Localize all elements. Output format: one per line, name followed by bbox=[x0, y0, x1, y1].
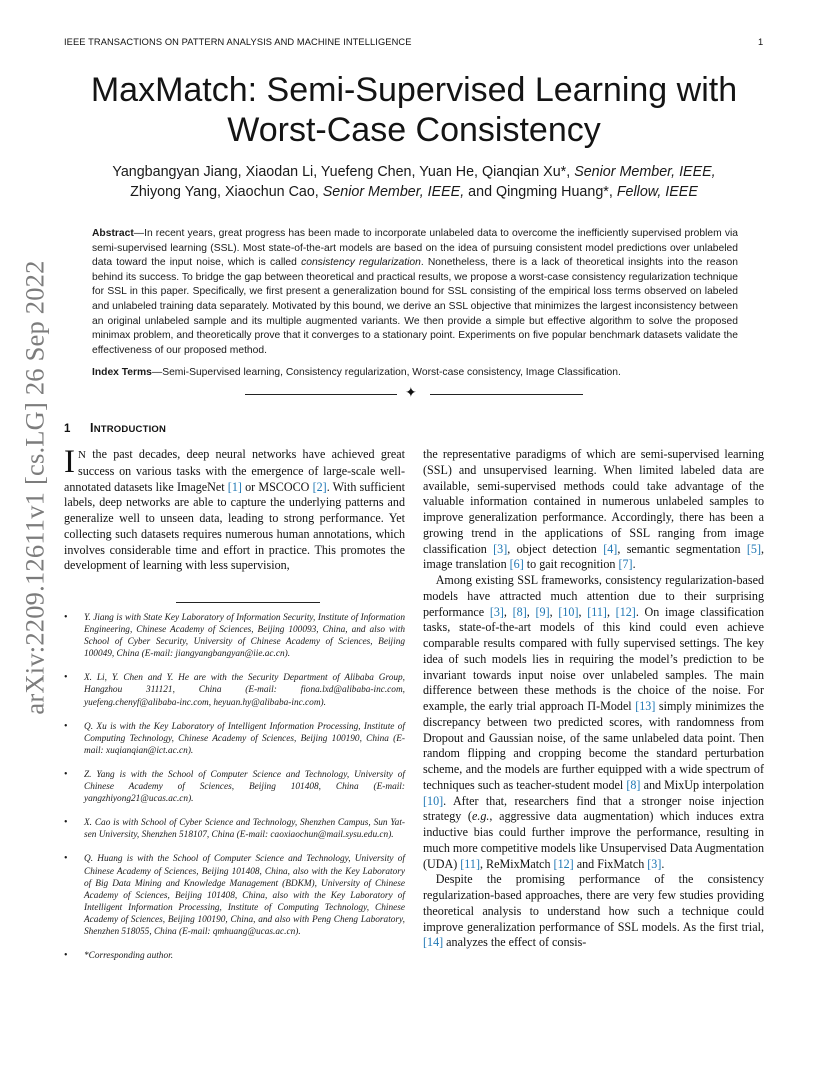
citation-link[interactable]: [9] bbox=[535, 604, 550, 619]
author-names-1: Yangbangyan Jiang, Xiaodan Li, Yuefeng Chen, Yuan He, Qianqian Xu*, bbox=[112, 164, 575, 180]
section-number: 1 bbox=[64, 423, 71, 435]
citation-link[interactable]: [7] bbox=[618, 557, 633, 572]
bullet-icon: • bbox=[64, 612, 68, 623]
body-text: . With sufficient labels, deep networks are able to capture the underlying patterns and generalize well to unseen data, leading to strong performance. Yet collecting such datasets requires numerous human annotations, which involves considerable time and effort in practice. This promotes the development of learning with less supervision, bbox=[64, 479, 405, 573]
footnote-item bbox=[64, 817, 405, 841]
body-text: . bbox=[661, 856, 665, 871]
bullet-icon: • bbox=[64, 768, 68, 780]
citation-link[interactable]: [12] bbox=[553, 856, 574, 871]
footnote-text: Z. Yang is with the School of Computer Science and Technology, University of Chinese Academy of Sciences, Beijing 101408, China (E-mail: yangzhiyong21@ucas.ac.cn). bbox=[84, 769, 405, 805]
footnote-rule bbox=[176, 602, 320, 603]
citation-link[interactable]: [10] bbox=[423, 793, 444, 808]
right-paragraph-1 bbox=[423, 447, 764, 573]
index-terms-label: Index Terms bbox=[92, 367, 152, 378]
footnote-text: *Corresponding author. bbox=[84, 951, 174, 962]
footnote-text: Y. Jiang is with State Key Laboratory of Information Security, Institute of Information Engineering, Chinese Academy of Sciences, Beijing 100093, China, and also with School of Cyber Security, University of Chinese Academy of Sciences, Beijing 100049, China (E-mail: jiangyangbangyan@iie.ac.cn). bbox=[84, 613, 405, 660]
body-text: , image translation bbox=[423, 541, 765, 572]
citation-link[interactable]: [4] bbox=[603, 541, 618, 556]
body-text: analyzes the effect of consis- bbox=[443, 935, 587, 950]
lead-letter: N bbox=[78, 449, 86, 461]
citation-link[interactable]: [8] bbox=[626, 777, 641, 792]
body-text: and FixMatch bbox=[573, 856, 648, 871]
body-text: , semantic segmentation bbox=[617, 541, 747, 556]
left-paragraph-1-text bbox=[64, 444, 405, 573]
emphasis-text: e.g. bbox=[471, 809, 490, 824]
citation-link[interactable]: [3] bbox=[493, 541, 508, 556]
arxiv-stamp-text: arXiv:2209.12611v1 [cs.LG] 26 Sep 2022 bbox=[19, 260, 50, 715]
right-paragraph-3 bbox=[423, 872, 764, 951]
author-affil-3: Fellow, IEEE bbox=[616, 184, 698, 200]
footnote-item bbox=[64, 612, 405, 660]
separator-rule-right bbox=[430, 394, 583, 395]
author-affil-1: Senior Member, IEEE, bbox=[574, 164, 716, 180]
author-line-1 bbox=[60, 162, 768, 182]
body-text: . bbox=[632, 557, 636, 572]
citation-link[interactable]: [6] bbox=[509, 557, 524, 572]
arxiv-stamp bbox=[6, 260, 64, 715]
bullet-icon: • bbox=[64, 672, 68, 684]
body-text: . After that, researchers find that a stronger noise injection strategy ( bbox=[423, 793, 764, 824]
body-text: Among existing SSL frameworks, consistency regularization-based models have attracted much attention due to their surprising performance bbox=[423, 573, 764, 619]
body-text: , aggressive data augmentation) which induces extra inductive bias could further improve the performance, resulting in much more competitive models like Unsupervised Data Augmentation (UDA) bbox=[423, 809, 764, 871]
body-text: the representative paradigms of which are semi-supervised learning (SSL) and unsupervised learning. When limited labeled data are available, semi-supervised methods could take advantage of the valuable information contained in numerous unlabeled samples to improve generalization performance. Accordingly, there has been a growing trend in the applications of SSL ranging from image classification bbox=[423, 447, 764, 556]
footnotes bbox=[64, 612, 405, 974]
abstract-label: Abstract bbox=[92, 228, 134, 239]
body-text: , bbox=[578, 604, 588, 619]
citation-link[interactable]: [14] bbox=[423, 935, 444, 950]
drop-cap: I bbox=[64, 444, 75, 480]
citation-link[interactable]: [8] bbox=[512, 604, 527, 619]
index-terms-text: —Semi-Supervised learning, Consistency regularization, Worst-case consistency, Image Classification. bbox=[151, 367, 621, 378]
author-list bbox=[60, 162, 768, 202]
author-names-2: Zhiyong Yang, Xiaochun Cao, bbox=[130, 184, 323, 200]
body-text: Despite the promising performance of the consistency regularization-based approaches, there are very few studies providing theoretical analysis to understand how such a technique could improve generalization performance of SSL models. As the first trial, bbox=[423, 872, 764, 934]
citation-link[interactable]: [2] bbox=[312, 479, 327, 494]
citation-link[interactable]: [5] bbox=[746, 541, 761, 556]
body-text: to gait recognition bbox=[523, 557, 619, 572]
running-head: IEEE TRANSACTIONS ON PATTERN ANALYSIS AND MACHINE INTELLIGENCE bbox=[64, 37, 412, 47]
footnote-text: X. Li, Y. Chen and Y. He are with the Security Department of Alibaba Group, Hangzhou 311121, China (E-mail: fiona.lxd@alibaba-inc.com, yuefeng.chenyf@alibaba-inc.com, heyuan.hy@alibaba-inc.com). bbox=[84, 673, 405, 708]
author-names-3: and Qingming Huang*, bbox=[464, 184, 617, 200]
footnote-text: Q. Xu is with the Key Laboratory of Intelligent Information Processing, Institute of Computing Technology, Chinese Academy of Sciences, Beijing 100190, China (E-mail: xuqianqian@ict.ac.cn). bbox=[84, 721, 405, 756]
citation-link[interactable]: [3] bbox=[647, 856, 662, 871]
abstract-text-a: —In recent years, great progress has been made to incorporate unlabeled data to overcome the inefficiently supervised problem via semi-supervised learning (SSL). Most state-of-the-art models are based on the idea of pursuing consistent model predictions over unlabeled data toward the input noise, which is called bbox=[92, 228, 738, 269]
abstract-emphasis: consistency regularization bbox=[301, 257, 421, 269]
bullet-icon: • bbox=[64, 950, 68, 962]
footnote-item bbox=[64, 721, 405, 757]
footnote-item bbox=[64, 950, 405, 962]
abstract bbox=[92, 227, 738, 358]
body-text: the past decades, deep neural networks have achieved great success on various tasks with the emergence of large-scale well-annotated datasets like ImageNet bbox=[64, 447, 405, 494]
abstract-text-b: . Nonetheless, there is a lack of theoretical insights into the reason behind its success. To bridge the gap between theoretical and practical results, we propose a worst-case consistency regularization technique for SSL in this paper. Specifically, we first present a generalization bound for SSL consisting of the empirical loss terms observed on labeled and unlabeled training data separately. Motivated by this bound, we derive an SSL objective that minimizes the largest inconsistency between an original unlabeled sample and its multiple augmented variants. We then provide a simple but effective algorithm to solve the proposed minimax problem, and theoretically prove that it converges to a stationary point. Experiments on five popular benchmark datasets validate the effectiveness of our proposed method. bbox=[92, 257, 738, 356]
body-text: simply minimizes the discrepancy between two predicted scores, with randomness from Dropout and Gaussian noise, of the same unlabeled data point. Then random flipping and cropping become the standard perturbation scheme, and the models are further equipped with a wide spectrum of techniques such as teacher-student model bbox=[423, 699, 765, 792]
body-text: , bbox=[526, 604, 536, 619]
body-text: , ReMixMatch bbox=[479, 856, 554, 871]
right-paragraph-2 bbox=[423, 573, 764, 872]
section-heading bbox=[64, 421, 166, 435]
body-text: , object detection bbox=[507, 541, 604, 556]
citation-link[interactable]: [11] bbox=[587, 604, 607, 619]
separator-rule-left bbox=[245, 394, 397, 395]
body-text: , bbox=[606, 604, 616, 619]
left-column bbox=[64, 444, 405, 574]
body-text: , bbox=[549, 604, 559, 619]
footnote-item bbox=[64, 769, 405, 805]
bullet-icon: • bbox=[64, 853, 68, 865]
footnote-text: X. Cao is with School of Cyber Science and Technology, Shenzhen Campus, Sun Yat-sen University, Shenzhen 518107, China (E-mail: caoxiaochun@mail.sysu.edu.cn). bbox=[84, 818, 405, 841]
right-column bbox=[423, 447, 764, 951]
section-title-initial: I bbox=[90, 421, 94, 435]
citation-link[interactable]: [11] bbox=[460, 856, 480, 871]
separator-diamond-icon: ✦ bbox=[405, 386, 417, 401]
page-number: 1 bbox=[758, 37, 764, 47]
citation-link[interactable]: [13] bbox=[635, 699, 656, 713]
left-paragraph-1 bbox=[64, 444, 405, 574]
author-affil-2: Senior Member, IEEE, bbox=[322, 184, 465, 200]
citation-link[interactable]: [10] bbox=[558, 604, 579, 619]
author-line-2 bbox=[60, 182, 768, 202]
body-text: , bbox=[503, 604, 513, 619]
paper-title: MaxMatch: Semi-Supervised Learning with Worst-Case Consistency bbox=[90, 71, 738, 149]
bullet-icon: • bbox=[64, 817, 68, 829]
body-text: . On image classification tasks, state-of-the-art models of this kind could even achieve comparable results compared with fully supervised settings. The key idea of such models lies in requiring the model’s prediction to be invariant towards input noise over unlabeled samples. The main difference between these methods is the choice of the noise. For example, the early trial approach Π-Model bbox=[423, 604, 765, 713]
section-title-rest: NTRODUCTION bbox=[93, 424, 167, 435]
citation-link[interactable]: [12] bbox=[615, 604, 636, 619]
body-text: and MixUp interpolation bbox=[640, 777, 764, 792]
footnote-item bbox=[64, 853, 405, 938]
bullet-icon: • bbox=[64, 720, 68, 732]
citation-link[interactable]: [1] bbox=[227, 479, 242, 494]
footnote-item bbox=[64, 672, 405, 708]
citation-link[interactable]: [3] bbox=[489, 604, 504, 619]
index-terms bbox=[92, 366, 738, 381]
body-text: or MSCOCO bbox=[241, 479, 313, 494]
footnote-text: Q. Huang is with the School of Computer Science and Technology, University of Chinese Academy of Sciences, Beijing 101408, China, also with the Key Laboratory of Big Data Mining and Knowledge Management (BDKM), University of Chinese Academy of Sciences, Beijing 101408, China, also with the Key Laboratory of Intelligent Information Processing, Institute of Computing Technology, Chinese Academy of Sciences, Beijing 100190, China, and also with Peng Cheng Laboratory, Shenzhen 518055, China (E-mail: qmhuang@ucas.ac.cn). bbox=[84, 854, 405, 937]
